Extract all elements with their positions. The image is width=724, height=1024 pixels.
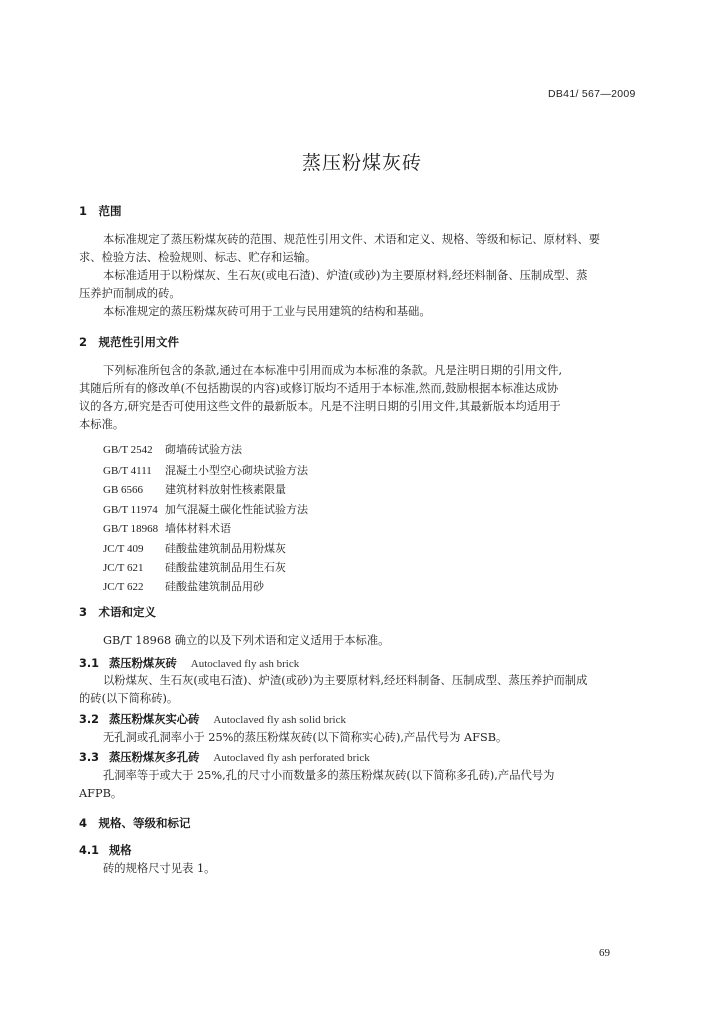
term-3-1-definition: 以粉煤灰、生石灰(或电石渣)、炉渣(或砂)为主要原材料,经坯料制备、压制成型、蒸压养护而制成: [103, 674, 588, 687]
reference-item: [103, 441, 242, 457]
section-1-line: 本标准规定的蒸压粉煤灰砖可用于工业与民用建筑的结构和基础。: [103, 305, 431, 318]
term-chinese: 蒸压粉煤灰多孔砖: [109, 751, 200, 764]
term-english: Autoclaved fly ash brick: [190, 658, 300, 670]
reference-item: [103, 481, 286, 497]
reference-code: GB/T 4111: [103, 465, 152, 477]
reference-item: [103, 501, 308, 517]
term-number: 3.3: [79, 751, 100, 764]
section-3-intro: GB/T 18968 确立的以及下列术语和定义适用于本标准。: [103, 634, 390, 647]
reference-code: GB 6566: [103, 484, 144, 496]
term-3-3: [79, 749, 370, 765]
section-2-line: 本标准。: [79, 418, 125, 431]
reference-title: 混凝土小型空心砌块试验方法: [165, 464, 308, 477]
reference-code: GB/T 11974: [103, 504, 158, 516]
section-1-line: 求、检验方法、检验规则、标志、贮存和运输。: [79, 251, 317, 264]
reference-code: GB/T 2542: [103, 444, 153, 456]
reference-item: [103, 559, 286, 575]
section-2-line: 议的各方,研究是否可使用这些文件的最新版本。凡是不注明日期的引用文件,其最新版本均适用于: [79, 400, 561, 413]
reference-title: 硅酸盐建筑制品用砂: [165, 580, 264, 593]
section-1-line: 本标准适用于以粉煤灰、生石灰(或电石渣)、炉渣(或砂)为主要原材料,经坯料制备、压制成型、蒸: [103, 269, 588, 282]
term-chinese: 蒸压粉煤灰实心砖: [109, 713, 200, 726]
term-3-2: [79, 711, 346, 727]
term-english: Autoclaved fly ash solid brick: [213, 714, 346, 726]
term-number: 3.1: [79, 657, 100, 670]
term-3-3-definition: AFPB。: [79, 787, 123, 800]
reference-code: JC/T 409: [103, 543, 144, 555]
reference-item: [103, 520, 231, 536]
section-4-line: 砖的规格尺寸见表 1。: [103, 862, 216, 875]
subsection-number: 4.1: [79, 844, 100, 857]
section-1-line: 本标准规定了蒸压粉煤灰砖的范围、规范性引用文件、术语和定义、规格、等级和标记、原材料、要: [103, 233, 601, 246]
term-english: Autoclaved fly ash perforated brick: [213, 752, 370, 764]
section-1-line: 压养护而制成的砖。: [79, 287, 181, 300]
reference-code: GB/T 18968: [103, 523, 159, 535]
subsection-4-1: [79, 842, 146, 858]
term-3-1: [79, 655, 299, 671]
reference-title: 硅酸盐建筑制品用生石灰: [165, 561, 286, 574]
reference-item: [103, 462, 308, 478]
reference-code: JC/T 621: [103, 562, 144, 574]
subsection-title: 规格: [109, 844, 132, 857]
term-number: 3.2: [79, 713, 100, 726]
section-2-line: 下列标准所包含的条款,通过在本标准中引用而成为本标准的条款。凡是注明日期的引用文件,: [103, 364, 563, 377]
section-1-heading: 1 范围: [79, 204, 122, 218]
term-3-2-definition: 无孔洞或孔洞率小于 25%的蒸压粉煤灰砖(以下简称实心砖),产品代号为 AFSB。: [103, 731, 508, 744]
page-number: 69: [599, 947, 610, 959]
page-title: 蒸压粉煤灰砖: [301, 152, 422, 174]
section-2-line: 其随后所有的修改单(不包括勘误的内容)或修订版均不适用于本标准,然而,鼓励根据本标准达成协: [79, 382, 559, 395]
reference-title: 建筑材料放射性核素限量: [165, 483, 286, 496]
reference-title: 砌墙砖试验方法: [165, 443, 242, 456]
term-3-3-definition: 孔洞率等于或大于 25%,孔的尺寸小而数量多的蒸压粉煤灰砖(以下简称多孔砖),产品代号为: [103, 769, 555, 782]
section-4-heading: 4 规格、等级和标记: [79, 816, 191, 830]
section-3-heading: 3 术语和定义: [79, 605, 157, 619]
reference-title: 硅酸盐建筑制品用粉煤灰: [165, 542, 286, 555]
standard-code: DB41/ 567—2009: [548, 88, 636, 100]
term-chinese: 蒸压粉煤灰砖: [109, 657, 177, 670]
term-3-1-definition: 的砖(以下简称砖)。: [79, 692, 179, 705]
reference-code: JC/T 622: [103, 581, 144, 593]
section-2-heading: 2 规范性引用文件: [79, 335, 180, 349]
reference-item: [103, 540, 286, 556]
reference-item: [103, 578, 264, 594]
reference-title: 墙体材料术语: [165, 522, 231, 535]
reference-title: 加气混凝土碳化性能试验方法: [165, 503, 308, 516]
